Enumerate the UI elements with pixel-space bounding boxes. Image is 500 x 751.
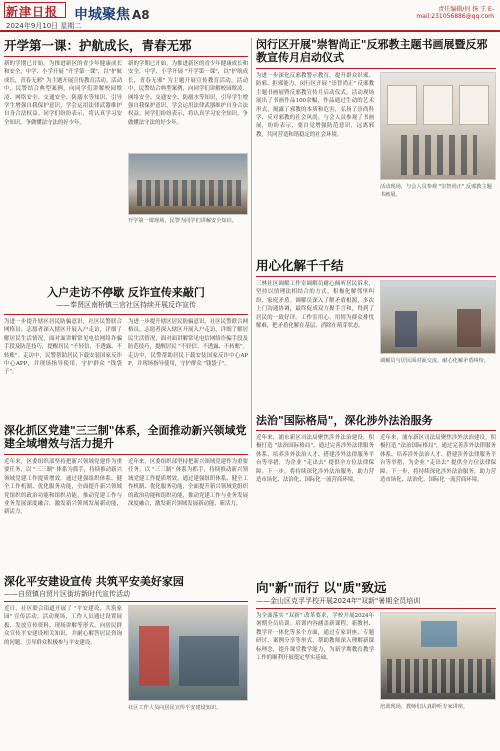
article-body: 近年来，区委组织部坚持把新兴领域党建作为重要任务，以 "三三制" 体系为抓手，持续推动新兴领域党建工作提质增效。通过建强组织体系、健全工作机制、优化服务功能，全面提升新兴领域党组织的政治功能和组织功能，推动党建工作与业务发展深度融合，激发新兴领域发展新动能、新活力。 — [4, 459, 122, 516]
issue-date: 2024年9月10日 星期二 — [6, 22, 82, 30]
article-body: 为进一步深化反邪教警示教育，提升群众识邪、防邪、拒邪能力，闵行区开展 "崇智尚正" 反邪教主题书画展暨反邪教宣传月启动仪式。活动现场展出了书画作品100余幅，作品通过生动的艺术形式，揭露了邪教的本质和危害，弘扬了崇尚科学、反对邪教的社会风尚。与会人员参观了书画展，纷纷表示，要自觉增强防范意识，远离邪教，共同营造和谐稳定的社会环境。 — [256, 73, 374, 138]
article-body: 为进一步提升辖区居民防骗意识，社区民警联合网格员、志愿者深入辖区开展入户走访，详细了解居民生活情况，面对面讲解常见电信网络诈骗手段及防范技巧，提醒居民 "不轻信、不透露、不转账"。走访中，民警帮助居民下载安装国家反诈中心APP，并现场指导使用，守护群众 "钱袋子"。 — [4, 319, 122, 376]
headline-rule — [256, 276, 496, 277]
article-body: 三林社区调解工作室调解员耐心倾听居民诉求，坚持以情理法相结合的方式，积极化解邻里纠纷、家庭矛盾。调解员深入了解矛盾根源，多次上门沟通协调，最终促成双方握手言和，得到了居民的一致好评。工作室用心、用情为群众排忧解难，把矛盾化解在基层、消除在萌芽状态。 — [256, 281, 374, 329]
article-foreign-legal — [256, 414, 496, 574]
article-headline: 深化平安建设宣传 共筑平安美好家园 — [4, 575, 184, 588]
newspaper-logo: 新津日报 — [6, 5, 59, 19]
photo-caption: 活动现场，与会人员参观 "崇智尚正" 反邪教主题书画展。 — [380, 184, 492, 198]
headline-rule — [4, 454, 248, 455]
article-party-building — [4, 424, 248, 570]
article-body: 近年来，浦东新区司法局聚焦涉外法治建设，积极打造 "法治国际格局"，通过完善涉外法律服务体系、培养涉外法治人才、搭建涉外法律服务平台等举措，为企业 "走出去" 提供全方位法律保障。下一步，将持续深化涉外法治服务，助力营造市场化、法治化、国际化一流营商环境。 — [256, 435, 374, 483]
article-safety-campaign — [4, 575, 248, 747]
headline-rule — [256, 68, 496, 69]
campaign-photo — [128, 605, 248, 701]
article-school — [4, 38, 248, 280]
article-headline: 深化抓区党建"三三制"体系，全面推动新兴领域党建全域增效与活力提升 — [4, 424, 247, 451]
headline-rule — [256, 430, 496, 431]
headline-rule — [4, 601, 248, 602]
article-subheadline: ——自贸镇自贸片区街坊新时代宣传活动 — [4, 590, 130, 599]
article-body: 新的学期已开始。为推进新区的青少年健康成长和安全，中学、小学开展 "开学第一课"，以"护航成长，青春无邪" 为主题开展宣传教育活动。活动中，民警结合典型案例，向同学们讲解校园欺凌、网络安全、交通安全、防溺水等知识，引导学生增强自我保护意识，学会运用法律武器维护自身合法权益。同学们纷纷表示，将认真学习安全知识，争做懂法守法的好少年。 — [4, 61, 122, 126]
article-headline: 入户走访不停歇 反诈宣传来敲门 — [47, 286, 205, 299]
article-headline: 向"新"而行 以"质"致远 — [256, 580, 387, 595]
article-body-continued: 为进一步提升辖区居民防骗意识，社区民警联合网格员、志愿者深入辖区开展入户走访，详细了解居民生活情况，面对面讲解常见电信网络诈骗手段及防范技巧，提醒居民 "不轻信、不透露、不转账"。走访中，民警帮助居民下载安装国家反诈中心APP，并现场指导使用，守护群众 "钱袋子"。 — [128, 319, 248, 367]
article-subheadline: ——金山区克孚孚校开展2024年"双新"暑期全员培训 — [256, 597, 421, 605]
article-exhibition — [256, 38, 496, 252]
article-headline: 闵行区开展"崇智尚正"反邪教主题书画展暨反邪教宣传月启动仪式 — [256, 38, 488, 65]
article-body: 近日，社区联合街道开展了 "平安建设，共筑家园" 宣传活动。活动现场，工作人员通过设置展板、发放宣传资料、现场讲解等形式，向居民群众宣传平安建设相关知识，并耐心解答居民咨询的问题，引导群众积极参与平安建设。 — [4, 606, 122, 646]
article-mediation — [256, 258, 496, 408]
article-teacher-training — [256, 580, 496, 747]
article-headline: 用心化解千千结 — [256, 258, 344, 273]
article-body: 为全面落实 "双新" 改革要求，学校开展2024年暑期全员培训。培训内容涵盖新课程、新教材、教学评一体化等多个方面，通过专家讲座、专题研讨、案例分享等形式，帮助教师深入理解新课标理念，提升课堂教学能力，为新学期教育教学工作的顺利开展奠定坚实基础。 — [256, 613, 374, 661]
headline-rule — [4, 56, 248, 57]
mediation-photo — [380, 280, 496, 354]
article-headline: 法治"国际格局"，深化涉外法治服务 — [256, 414, 433, 427]
headline-rule — [4, 314, 248, 315]
article-body-continued: 近年来，浦东新区司法局聚焦涉外法治建设，积极打造 "法治国际格局"，通过完善涉外法律服务体系、培养涉外法治人才、搭建涉外法律服务平台等举措，为企业 "走出去" 提供全方位法律保障。下一步，将持续深化涉外法治服务，助力营造市场化、法治化、国际化一流营商环境。 — [380, 435, 496, 483]
article-anti-fraud — [4, 286, 248, 420]
school-photo — [128, 153, 248, 215]
training-photo — [380, 612, 496, 700]
article-body-continued: 近年来，区委组织部坚持把新兴领域党建作为重要任务，以 "三三制" 体系为抓手，持续推动新兴领域党建工作提质增效。通过建强组织体系、健全工作机制、优化服务功能，全面提升新兴领域党组织的政治功能和组织功能，推动党建工作与业务发展深度融合，激发新兴领域发展新动能、新活力。 — [128, 459, 248, 507]
page-number: A8 — [132, 8, 150, 22]
article-body-continued: 新的学期已开始。为推进新区的青少年健康成长和安全，中学、小学开展 "开学第一课"，以"护航成长，青春无邪" 为主题开展宣传教育活动。活动中，民警结合典型案例，向同学们讲解校园欺凌、网络安全、交通安全、防溺水等知识，引导学生增强自我保护意识，学会运用法律武器维护自身合法权益。同学们纷纷表示，将认真学习安全知识，争做懂法守法的好少年。 — [128, 61, 248, 126]
exhibition-photo — [380, 72, 496, 180]
section-title: 申城聚焦 A8 — [74, 7, 150, 23]
editor-credits: 责任编辑/何 扬 王 E-mail:231056886@qq.com — [416, 6, 494, 20]
photo-caption: 调解员与居民面对面交流，耐心化解矛盾纠纷。 — [380, 358, 489, 364]
photo-caption: 培训现场，教师们认真聆听专家讲座。 — [380, 704, 469, 710]
photo-caption: 开学第一课现场，民警为同学们讲解安全知识。 — [128, 218, 237, 224]
article-subheadline: ——奉贤区南桥镇三官社区持续开展反诈宣传 — [56, 301, 196, 310]
column-divider — [251, 38, 252, 448]
masthead — [0, 0, 500, 32]
headline-rule — [256, 608, 496, 609]
photo-caption: 社区工作人员向居民宣传平安建设知识。 — [128, 705, 222, 711]
article-headline: 开学第一课：护航成长，青春无邪 — [4, 38, 192, 53]
